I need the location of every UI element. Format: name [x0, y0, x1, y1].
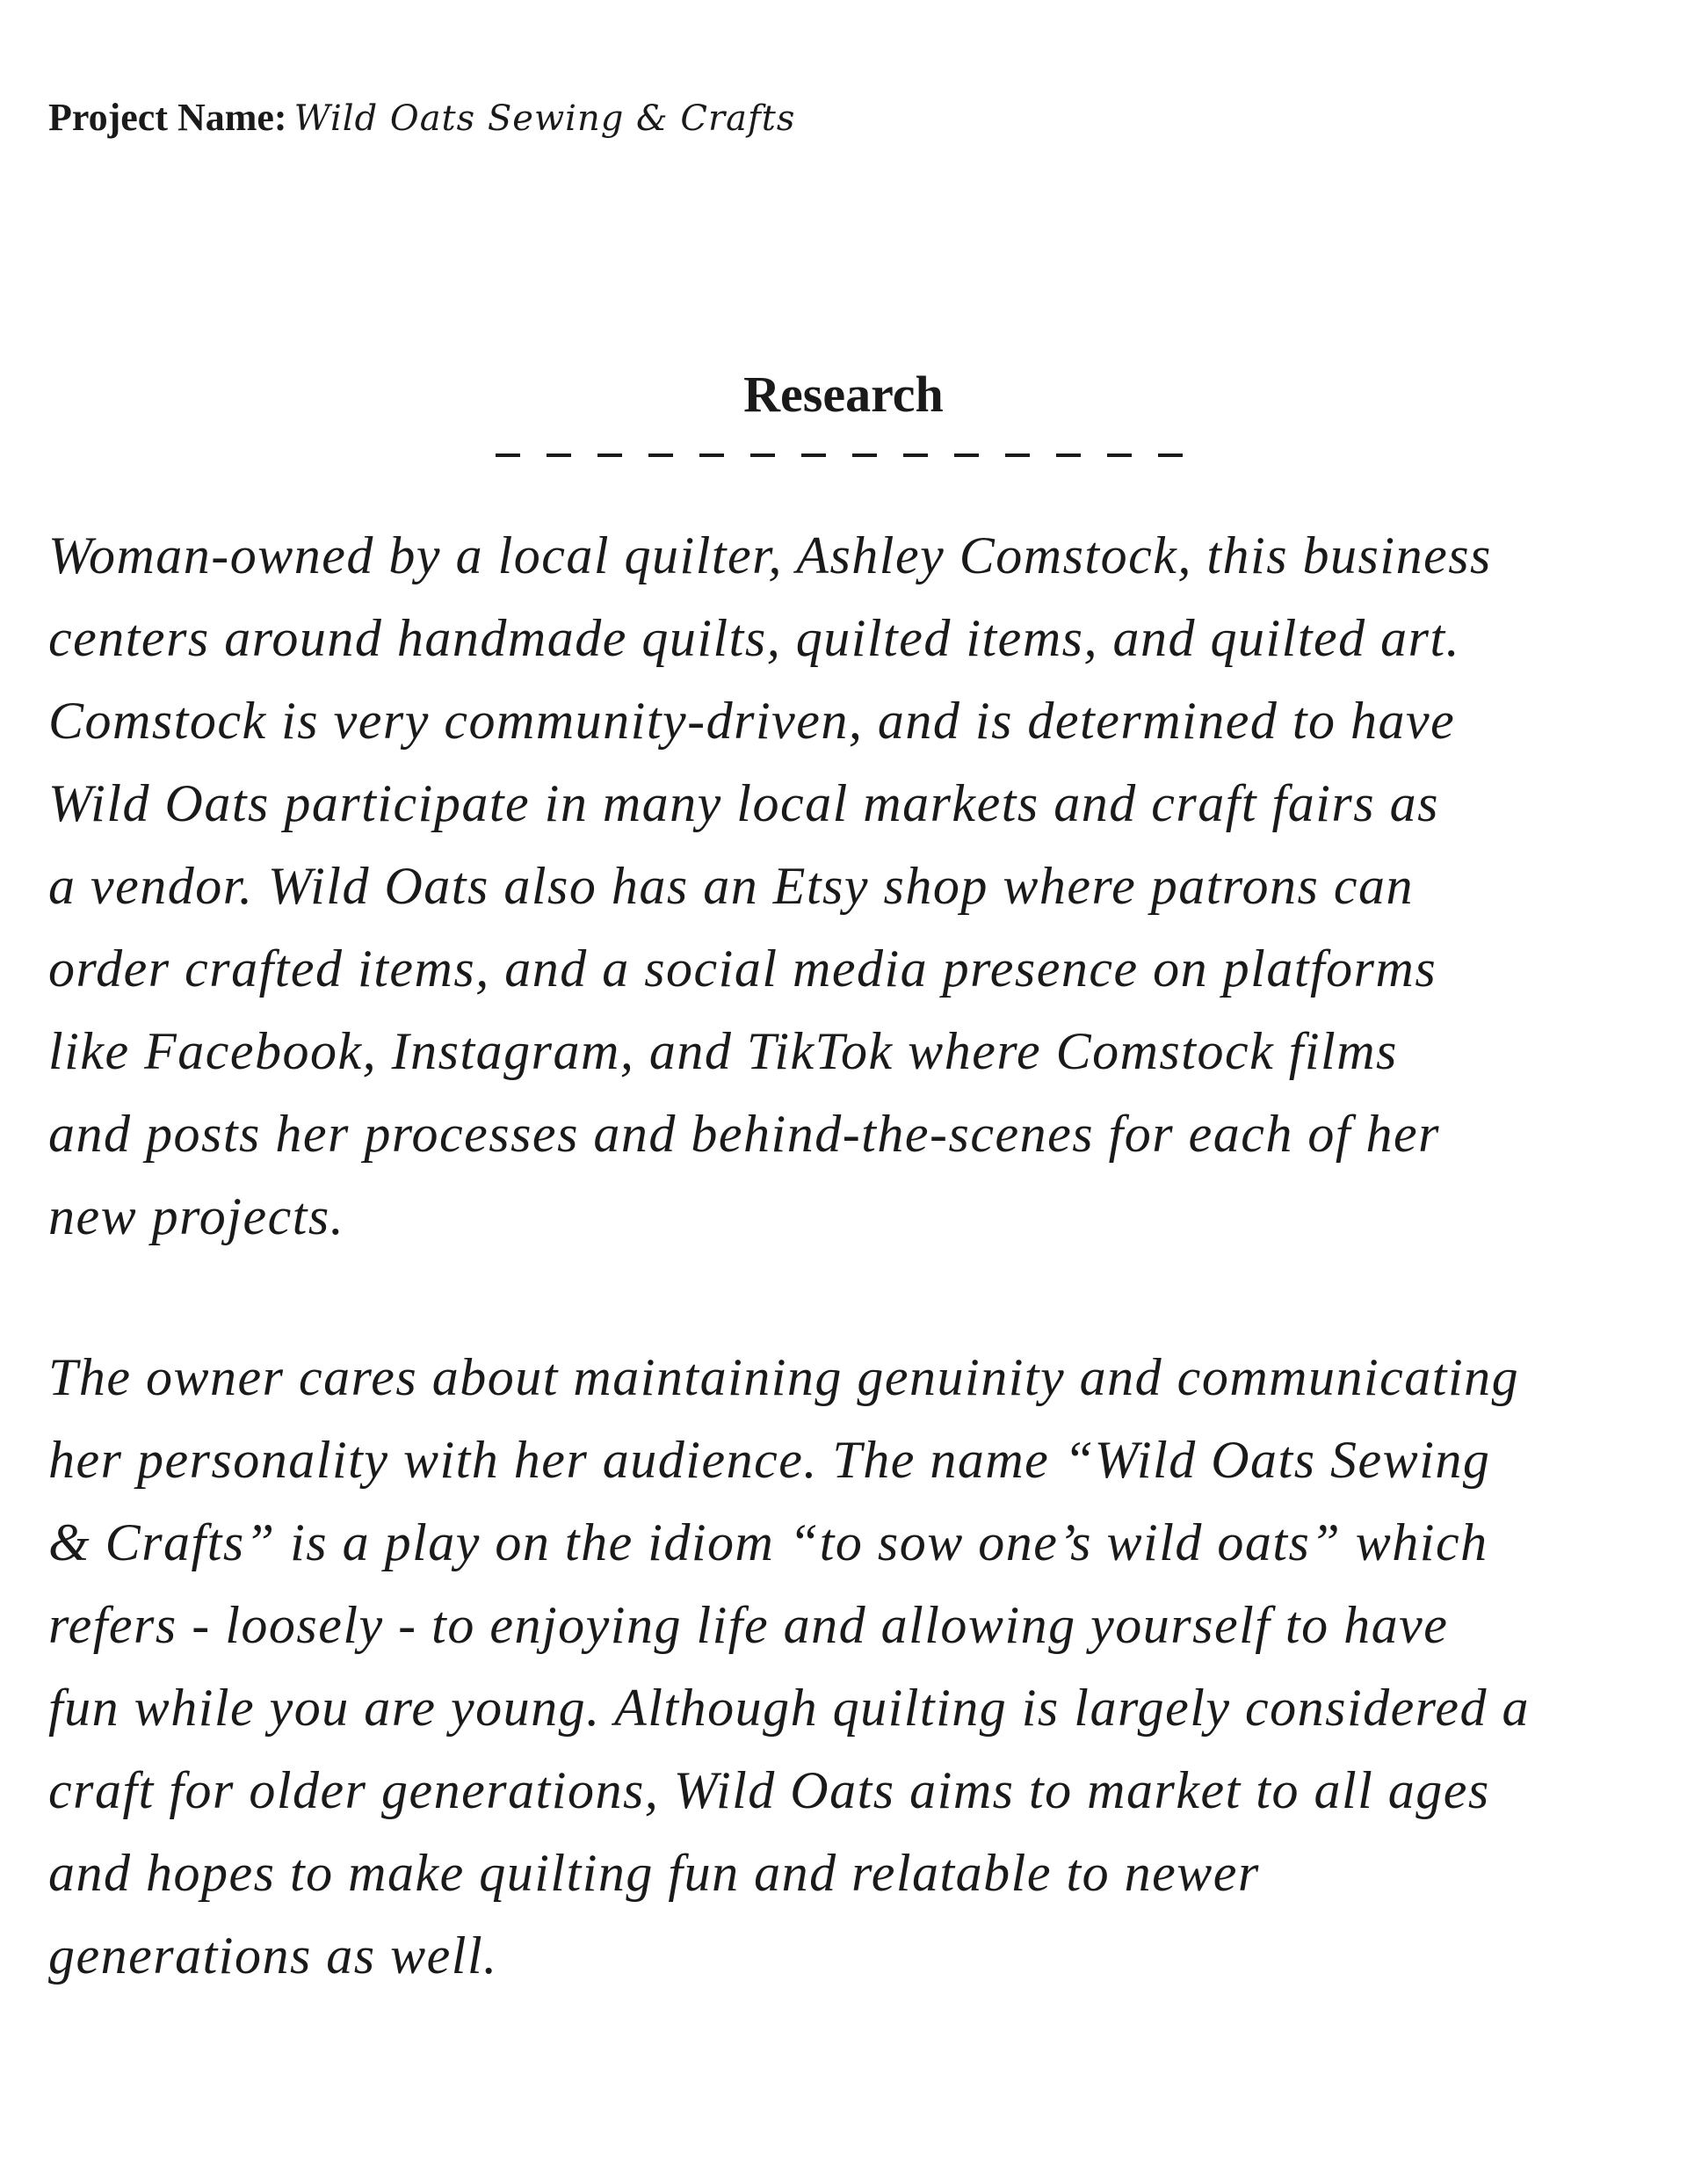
paragraph-line: Woman-owned by a local quilter, Ashley Comstock, this business: [48, 526, 1492, 584]
paragraph-line: fun while you are young. Although quilting is largely considered a: [48, 1679, 1531, 1737]
project-name-label: Project Name:: [48, 96, 287, 139]
paragraph-line: Wild Oats participate in many local markets and craft fairs as: [48, 774, 1439, 832]
paragraph-line: generations as well.: [48, 1926, 498, 1984]
paragraph-line: like Facebook, Instagram, and TikTok where Comstock films: [48, 1022, 1398, 1080]
section-title: Research: [743, 366, 944, 423]
dashed-divider: [496, 453, 1190, 457]
paragraph-line: a vendor. Wild Oats also has an Etsy shop where patrons can: [48, 857, 1415, 915]
paragraph-line: The owner cares about maintaining genuinity and communicating: [48, 1348, 1520, 1406]
paragraph-line: refers - loosely - to enjoying life and allowing yourself to have: [48, 1596, 1449, 1654]
project-name: [48, 95, 795, 140]
research-paragraph-1: [48, 514, 1492, 1258]
paragraph-line: her personality with her audience. The name “Wild Oats Sewing: [48, 1431, 1491, 1489]
paragraph-line: and posts her processes and behind-the-scenes for each of her: [48, 1105, 1440, 1163]
paragraph-line: new projects.: [48, 1187, 345, 1245]
paragraph-line: & Crafts” is a play on the idiom “to sow one’s wild oats” which: [48, 1513, 1488, 1571]
paragraph-line: centers around handmade quilts, quilted items, and quilted art.: [48, 609, 1461, 667]
paragraph-line: craft for older generations, Wild Oats aims to market to all ages: [48, 1761, 1490, 1819]
paragraph-line: and hopes to make quilting fun and relatable to newer: [48, 1844, 1260, 1902]
project-name-value: Wild Oats Sewing & Crafts: [293, 98, 796, 139]
paragraph-line: order crafted items, and a social media presence on platforms: [48, 940, 1437, 998]
research-paragraph-2: [48, 1336, 1530, 1997]
paragraph-line: Comstock is very community-driven, and is determined to have: [48, 692, 1456, 750]
